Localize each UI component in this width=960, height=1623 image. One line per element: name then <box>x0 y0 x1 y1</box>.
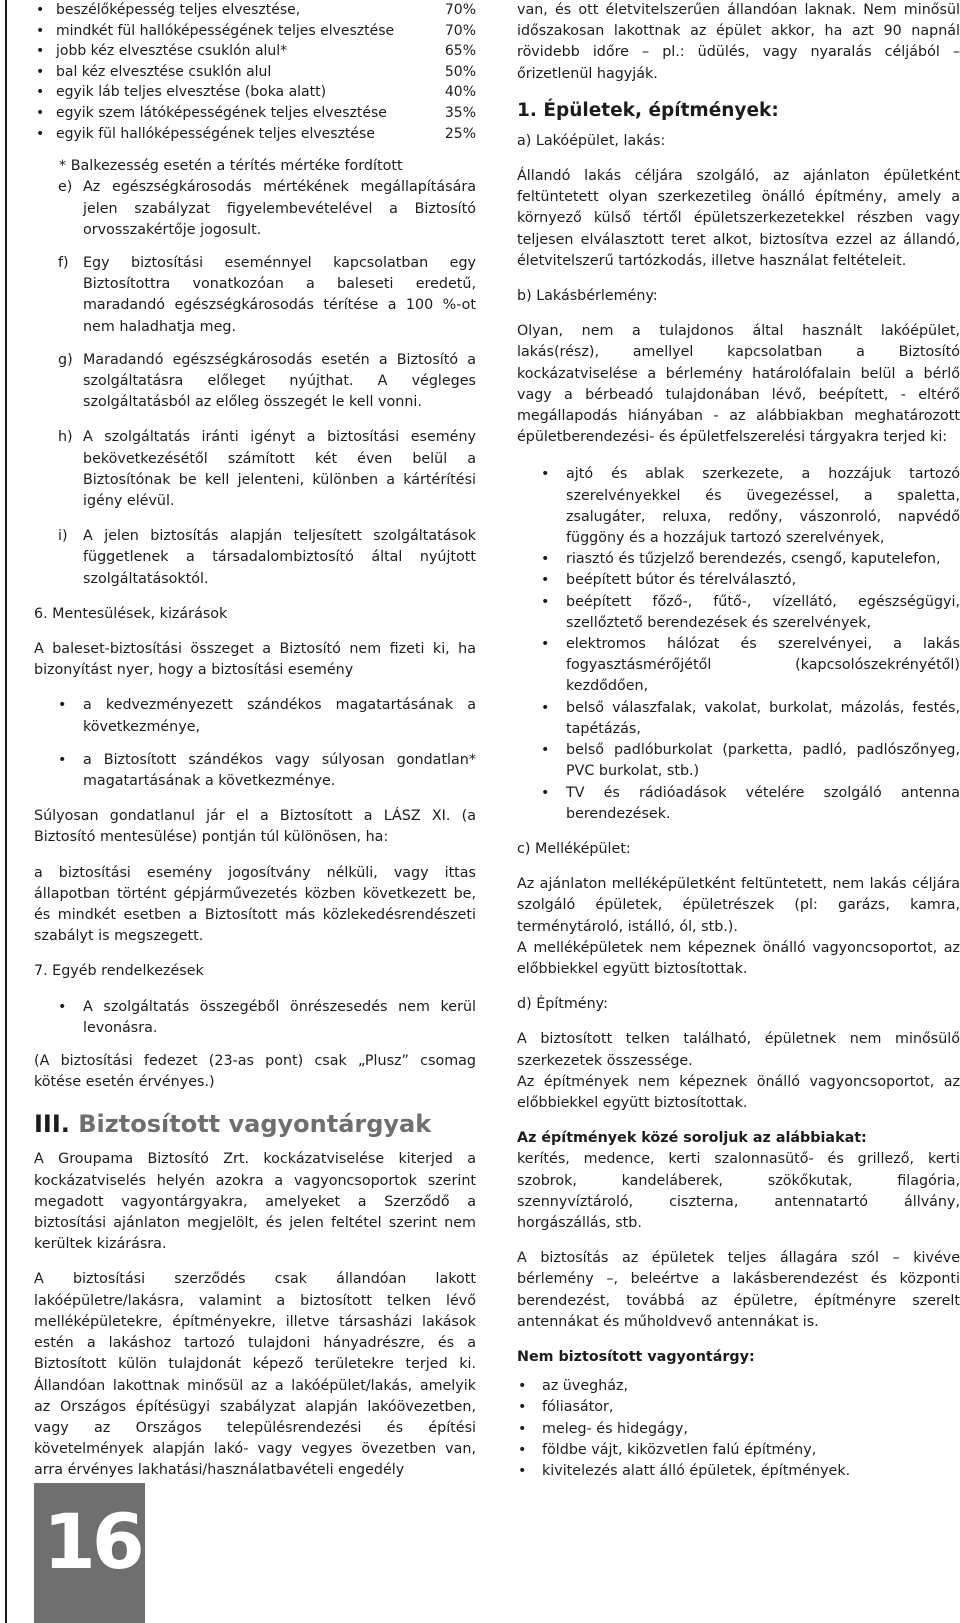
structures-list-title: Az építmények közé soroljuk az alábbiakat: <box>517 1130 867 1147</box>
list-item: • jobb kéz elvesztése csuklón alul* 65% <box>34 41 476 62</box>
list-item: • ajtó és ablak szerkezete, a hozzájuk tartozó szerelvényekkel és üvegezéssel, a spaletta, zsalugáter, reluxa, redőny, vászonroló, napvédő függöny és a hozzájuk tartozó szerelvények, <box>517 464 960 549</box>
structure-title: d) Építmény: <box>517 996 608 1013</box>
outbuilding-text: Az ajánlaton melléképületként feltüntetett, nem lakás céljára szolgáló épületek, épületrészek (pl: garázs, kamra, terménytároló, istálló, ól, stb.). <box>517 876 960 935</box>
clause-f: f) Egy biztosítási eseménnyel kapcsolatban egy Biztosítottra vonatkozóan a baleseti eredetű, maradandó egészségkárosodás térítése a 100 %-ot nem haladhatja meg. <box>58 254 476 335</box>
list-item: • a Biztosított szándékos vagy súlyosan gondatlan* magatartásának a következménye. <box>34 750 476 792</box>
residential-text: Állandó lakás céljára szolgáló, az ajánlaton épületként feltüntetett olyan szerkezetileg önálló építmény, amely a környező külső tértől épületszerkezetekkel részben vagy teljesen elválasztott teret alkot, biztosítva ezzel az állandó, életvitelszerű tartózkodás, illetve használat feltételeit. <box>517 168 960 269</box>
structure-note: Az építmények nem képeznek önálló vagyoncsoportot, az előbbiekkel együtt biztosítottak. <box>517 1073 960 1111</box>
groupama-paragraph: A Groupama Biztosító Zrt. kockázatviselése kiterjed a kockázatviselés helyén azokra a vagyoncsoportok szerint megadott vagyontárgyakra, amelyeket a Szerződő a biztosítási ajánlaton megjelölt, és jelen feltétel szerint nem kerültek kizárásra. <box>34 1151 476 1253</box>
clause-e: e) Az egészségkárosodás mértékének megállapítására jelen szabályzat figyelembevételével a Biztosító orvosszakértője jogosult. <box>58 179 476 238</box>
list-item: • bal kéz elvesztése csuklón alul 50% <box>34 62 476 83</box>
rental-title: b) Lakásbérlemény: <box>517 288 658 305</box>
coverage-scope-text: A biztosítás az épületek teljes állagára szól – kivéve bérlemény –, beleértve a lakásberendezést és központi berendezést, továbbá az épületre, építményre szerelt antennákat és műholdvevő antennákat is. <box>517 1250 960 1330</box>
disability-percentage-list <box>34 0 476 144</box>
list-item: • elektromos hálózat és szerelvényei, a lakás fogyasztásmérőjétől (kapcsolószekrényétől) kezdődően, <box>517 634 960 698</box>
list-item: • egyik fül hallóképességének teljes elvesztése 25% <box>34 124 476 145</box>
section-heading: III. Biztosított vagyontárgyak <box>34 1110 432 1139</box>
section-7-title: 7. Egyéb rendelkezések <box>34 963 204 980</box>
list-item: • beszélőképesség teljes elvesztése, 70% <box>34 0 476 21</box>
page-margin-rule <box>5 0 7 1623</box>
not-insured-title: Nem biztosított vagyontárgy: <box>517 1348 755 1365</box>
right-column <box>517 0 960 1482</box>
list-item: • beépített főző-, fűtő-, vízellátó, egészségügyi, szellőztető berendezések és szerelvények, <box>517 592 960 634</box>
not-insured-list <box>517 1376 960 1482</box>
section-6-title: 6. Mentesülések, kizárások <box>34 605 228 622</box>
list-item: • egyik láb teljes elvesztése (boka alatt) 40% <box>34 82 476 103</box>
list-item: • mindkét fül hallóképességének teljes elvesztése 70% <box>34 21 476 42</box>
list-item: • TV és rádióadások vételére szolgáló antenna berendezések. <box>517 783 960 825</box>
negligence-detail: a biztosítási esemény jogosítvány nélküli, vagy ittas állapotban történt gépjárművezetés közben következett be, és mindkét esetben a Biztosított más közlekedésrendészeti szabályt is megszegett. <box>34 864 476 945</box>
negligence-paragraph: Súlyosan gondatlanul jár el a Biztosított a LÁSZ XI. (a Biztosító mentesülése) pontján túl különösen, ha: <box>34 808 476 846</box>
clause-i: i) A jelen biztosítás alapján teljesített szolgáltatások függetlenek a társadalombiztosító által nyújtott szolgáltatásoktól. <box>58 528 476 587</box>
continued-paragraph: van, és ott életvitelszerűen állandóan laknak. Nem minősül időszakosan lakottnak az épület akkor, ha azt 90 napnál rövidebb időre – pl.: üdülés, vagy nyaralás céljából – őrizetlenül hagyják. <box>517 2 960 82</box>
list-item: • riasztó és tűzjelző berendezés, csengő, kaputelefon, <box>517 549 960 570</box>
exclusion-list <box>34 695 476 792</box>
page-number: 16 <box>43 1497 141 1586</box>
outbuilding-title: c) Melléképület: <box>517 840 631 857</box>
residential-title: a) Lakóépület, lakás: <box>517 132 666 149</box>
buildings-heading: 1. Épületek, építmények: <box>517 99 779 121</box>
clause-g: g) Maradandó egészségkárosodás esetén a Biztosító a szolgáltatásra előleget nyújthat. A végleges szolgáltatásból az előleg összegét le kell vonni. <box>58 351 476 411</box>
left-column <box>34 0 476 1482</box>
outbuilding-note: A melléképületek nem képeznek önálló vagyoncsoportot, az előbbiekkel együtt biztosítottak. <box>517 939 960 977</box>
list-item: • egyik szem látóképességének teljes elvesztése 35% <box>34 103 476 124</box>
list-item: • A szolgáltatás összegéből önrészesedés nem kerül levonásra. <box>34 997 476 1039</box>
structures-list-text: kerítés, medence, kerti szalonnasütő- és grillező, kerti szobrok, kandeláberek, szökőkutak, filagória, szennyvíztároló, ciszterna, antennatartó állvány, horgászállás, stb. <box>517 1151 960 1231</box>
list-item: • fóliasátor, <box>517 1397 960 1418</box>
list-item: • az üvegház, <box>517 1376 960 1397</box>
list-item: • a kedvezményezett szándékos magatartásának a következménye, <box>34 695 476 737</box>
list-item: • meleg- és hidegágy, <box>517 1419 960 1440</box>
list-item: • belső padlóburkolat (parketta, padló, padlószőnyeg, PVC burkolat, stb.) <box>517 740 960 782</box>
list-item: • földbe vájt, kiközvetlen falú építmény, <box>517 1440 960 1461</box>
other-provisions-list <box>34 997 476 1039</box>
structure-text: A biztosított telken található, épületnek nem minősülő szerkezetek összessége. <box>517 1031 960 1069</box>
fixtures-list <box>517 464 960 824</box>
rental-text: Olyan, nem a tulajdonos által használt lakóépület, lakás(rész), amellyel kapcsolatban a Biztosító kockázatviselése a bérlemény határolófalain belül a bérlő vagy a bérbeadó tulajdonában lévő, beépített, - eltérő megállapodás hiányában - az alábbiakban meghatározott épületberendezési- és épületfelszerelési tárgyakra terjed ki: <box>517 323 960 446</box>
list-item: • belső válaszfalak, vakolat, burkolat, mázolás, festés, tapétázás, <box>517 698 960 740</box>
contract-paragraph: A biztosítási szerződés csak állandóan lakott lakóépületre/lakásra, valamint a biztosított telken lévő melléképületekre, építményekre, illetve társasházi lakások estén a lakáshoz tartozó tulajdoni hányadrészre, és a Biztosított külön tulajdonát képező területekre terjed ki. Állandóan lakottnak minősül az a lakóépület/lakás, amelyik az Országos építésügyi szabályzat alapján lakóövezetben, vagy az Országos településrendezési és építési követelmények alapján lakó- vagy vegyes övezetben van, arra érvényes lakhatási/használatbavételi engedély <box>34 1271 476 1479</box>
coverage-note: (A biztosítási fedezet (23-as pont) csak „Plusz” csomag kötése esetén érvényes.) <box>34 1053 476 1091</box>
list-item: • kivitelezés alatt álló épületek, építmények. <box>517 1461 960 1482</box>
footnote: * Balkezesség esetén a térítés mértéke fordított <box>59 158 403 175</box>
list-item: • beépített bútor és térelválasztó, <box>517 570 960 591</box>
clause-h: h) A szolgáltatás iránti igényt a biztosítási esemény bekövetkezésétől számított két éven belül a Biztosítónak be kell jelenteni, különben a kártérítési igény elévül. <box>58 429 476 509</box>
section-6-paragraph: A baleset-biztosítási összeget a Biztosító nem fizeti ki, ha bizonyítást nyer, hogy a biztosítási esemény <box>34 641 476 679</box>
